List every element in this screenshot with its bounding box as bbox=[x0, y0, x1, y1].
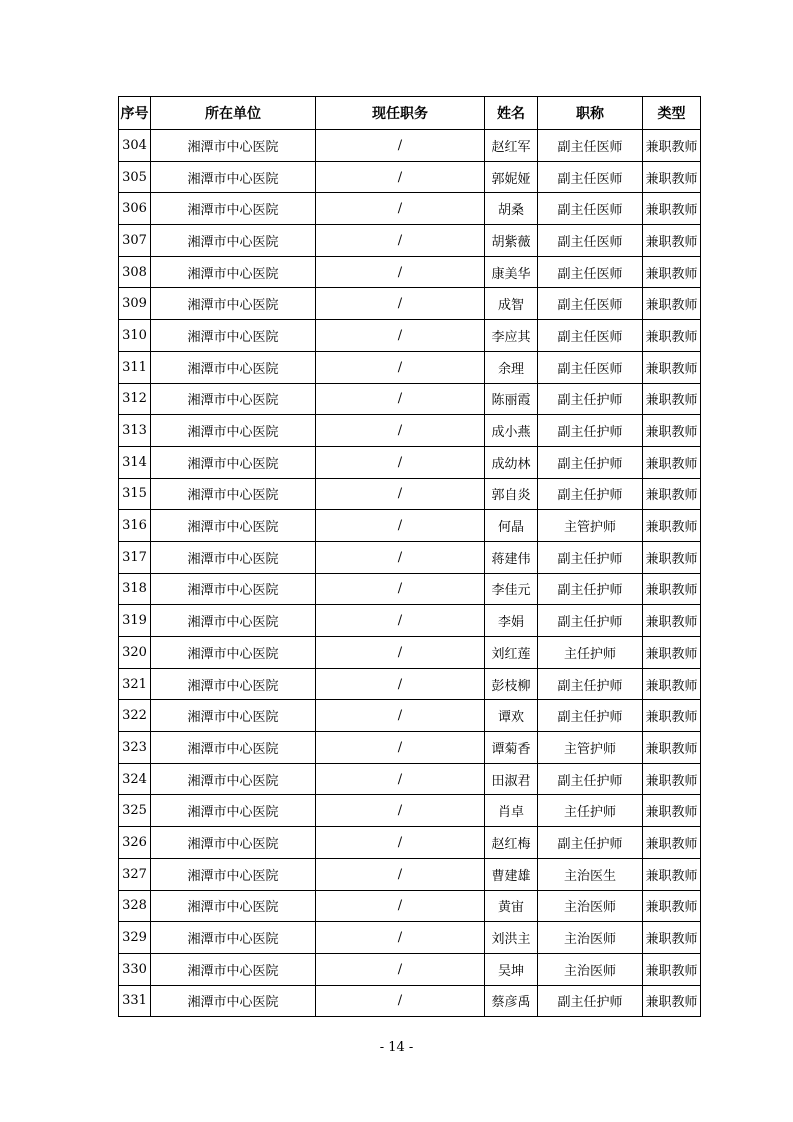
cell-position: / bbox=[316, 256, 485, 288]
table-row bbox=[119, 890, 701, 922]
cell-type: 兼职教师 bbox=[643, 827, 701, 859]
cell-name: 谭欢 bbox=[485, 700, 538, 732]
cell-title: 副主任护师 bbox=[538, 446, 643, 478]
table-row bbox=[119, 573, 701, 605]
cell-unit: 湘潭市中心医院 bbox=[151, 953, 316, 985]
cell-type: 兼职教师 bbox=[643, 732, 701, 764]
cell-unit: 湘潭市中心医院 bbox=[151, 827, 316, 859]
cell-serial: 319 bbox=[119, 605, 151, 637]
cell-name: 成小燕 bbox=[485, 415, 538, 447]
cell-position: / bbox=[316, 478, 485, 510]
cell-type: 兼职教师 bbox=[643, 763, 701, 795]
cell-serial: 310 bbox=[119, 320, 151, 352]
cell-position: / bbox=[316, 827, 485, 859]
cell-position: / bbox=[316, 351, 485, 383]
cell-type: 兼职教师 bbox=[643, 161, 701, 193]
cell-position: / bbox=[316, 668, 485, 700]
cell-serial: 321 bbox=[119, 668, 151, 700]
cell-type: 兼职教师 bbox=[643, 890, 701, 922]
cell-position: / bbox=[316, 732, 485, 764]
cell-title: 副主任护师 bbox=[538, 700, 643, 732]
cell-serial: 312 bbox=[119, 383, 151, 415]
cell-serial: 326 bbox=[119, 827, 151, 859]
cell-position: / bbox=[316, 763, 485, 795]
cell-name: 郭妮娅 bbox=[485, 161, 538, 193]
cell-title: 副主任护师 bbox=[538, 668, 643, 700]
cell-title: 副主任护师 bbox=[538, 605, 643, 637]
table-row bbox=[119, 446, 701, 478]
cell-serial: 323 bbox=[119, 732, 151, 764]
table-row bbox=[119, 415, 701, 447]
cell-name: 成智 bbox=[485, 288, 538, 320]
cell-title: 副主任护师 bbox=[538, 478, 643, 510]
cell-type: 兼职教师 bbox=[643, 415, 701, 447]
cell-position: / bbox=[316, 130, 485, 162]
cell-serial: 311 bbox=[119, 351, 151, 383]
table-row bbox=[119, 351, 701, 383]
table-row bbox=[119, 953, 701, 985]
cell-type: 兼职教师 bbox=[643, 922, 701, 954]
cell-position: / bbox=[316, 383, 485, 415]
cell-position: / bbox=[316, 890, 485, 922]
cell-serial: 327 bbox=[119, 858, 151, 890]
cell-unit: 湘潭市中心医院 bbox=[151, 130, 316, 162]
cell-serial: 314 bbox=[119, 446, 151, 478]
cell-position: / bbox=[316, 446, 485, 478]
table-row bbox=[119, 383, 701, 415]
cell-name: 胡桑 bbox=[485, 193, 538, 225]
cell-position: / bbox=[316, 637, 485, 669]
cell-name: 郭自炎 bbox=[485, 478, 538, 510]
cell-name: 李应其 bbox=[485, 320, 538, 352]
cell-unit: 湘潭市中心医院 bbox=[151, 668, 316, 700]
cell-position: / bbox=[316, 953, 485, 985]
cell-unit: 湘潭市中心医院 bbox=[151, 193, 316, 225]
cell-unit: 湘潭市中心医院 bbox=[151, 573, 316, 605]
table-row bbox=[119, 510, 701, 542]
cell-position: / bbox=[316, 573, 485, 605]
cell-name: 蒋建伟 bbox=[485, 541, 538, 573]
cell-name: 黄宙 bbox=[485, 890, 538, 922]
table-row bbox=[119, 605, 701, 637]
cell-position: / bbox=[316, 193, 485, 225]
cell-name: 田淑君 bbox=[485, 763, 538, 795]
cell-type: 兼职教师 bbox=[643, 130, 701, 162]
cell-position: / bbox=[316, 795, 485, 827]
table-row bbox=[119, 827, 701, 859]
cell-unit: 湘潭市中心医院 bbox=[151, 890, 316, 922]
cell-title: 主管护师 bbox=[538, 510, 643, 542]
cell-serial: 317 bbox=[119, 541, 151, 573]
cell-name: 刘红莲 bbox=[485, 637, 538, 669]
cell-type: 兼职教师 bbox=[643, 288, 701, 320]
cell-unit: 湘潭市中心医院 bbox=[151, 320, 316, 352]
cell-serial: 318 bbox=[119, 573, 151, 605]
cell-unit: 湘潭市中心医院 bbox=[151, 985, 316, 1017]
cell-unit: 湘潭市中心医院 bbox=[151, 732, 316, 764]
cell-title: 副主任医师 bbox=[538, 256, 643, 288]
table-row bbox=[119, 668, 701, 700]
cell-title: 副主任护师 bbox=[538, 383, 643, 415]
cell-name: 刘洪主 bbox=[485, 922, 538, 954]
table-row bbox=[119, 795, 701, 827]
cell-serial: 313 bbox=[119, 415, 151, 447]
table-row bbox=[119, 256, 701, 288]
cell-serial: 305 bbox=[119, 161, 151, 193]
cell-unit: 湘潭市中心医院 bbox=[151, 225, 316, 257]
cell-name: 蔡彦禹 bbox=[485, 985, 538, 1017]
cell-title: 副主任护师 bbox=[538, 763, 643, 795]
cell-type: 兼职教师 bbox=[643, 383, 701, 415]
cell-title: 副主任医师 bbox=[538, 193, 643, 225]
staff-table bbox=[118, 96, 701, 1017]
cell-type: 兼职教师 bbox=[643, 573, 701, 605]
cell-position: / bbox=[316, 605, 485, 637]
cell-title: 主任护师 bbox=[538, 795, 643, 827]
cell-unit: 湘潭市中心医院 bbox=[151, 700, 316, 732]
cell-name: 谭菊香 bbox=[485, 732, 538, 764]
cell-type: 兼职教师 bbox=[643, 256, 701, 288]
cell-title: 主治医师 bbox=[538, 922, 643, 954]
cell-name: 肖卓 bbox=[485, 795, 538, 827]
cell-unit: 湘潭市中心医院 bbox=[151, 288, 316, 320]
cell-type: 兼职教师 bbox=[643, 446, 701, 478]
cell-name: 赵红梅 bbox=[485, 827, 538, 859]
cell-title: 副主任医师 bbox=[538, 161, 643, 193]
cell-unit: 湘潭市中心医院 bbox=[151, 541, 316, 573]
cell-position: / bbox=[316, 415, 485, 447]
cell-name: 曹建雄 bbox=[485, 858, 538, 890]
cell-title: 副主任护师 bbox=[538, 541, 643, 573]
cell-name: 何晶 bbox=[485, 510, 538, 542]
cell-unit: 湘潭市中心医院 bbox=[151, 922, 316, 954]
cell-unit: 湘潭市中心医院 bbox=[151, 415, 316, 447]
cell-unit: 湘潭市中心医院 bbox=[151, 795, 316, 827]
table-row bbox=[119, 985, 701, 1017]
table-body bbox=[119, 130, 701, 1017]
cell-position: / bbox=[316, 700, 485, 732]
cell-serial: 306 bbox=[119, 193, 151, 225]
header-title: 职称 bbox=[538, 97, 643, 130]
cell-title: 副主任医师 bbox=[538, 225, 643, 257]
cell-serial: 329 bbox=[119, 922, 151, 954]
cell-type: 兼职教师 bbox=[643, 510, 701, 542]
table-row bbox=[119, 320, 701, 352]
cell-unit: 湘潭市中心医院 bbox=[151, 446, 316, 478]
cell-position: / bbox=[316, 858, 485, 890]
cell-serial: 316 bbox=[119, 510, 151, 542]
cell-position: / bbox=[316, 225, 485, 257]
table-row bbox=[119, 225, 701, 257]
cell-title: 副主任护师 bbox=[538, 573, 643, 605]
cell-serial: 331 bbox=[119, 985, 151, 1017]
cell-name: 吴坤 bbox=[485, 953, 538, 985]
header-name: 姓名 bbox=[485, 97, 538, 130]
cell-position: / bbox=[316, 288, 485, 320]
cell-serial: 309 bbox=[119, 288, 151, 320]
table-header-row bbox=[119, 97, 701, 130]
table-row bbox=[119, 478, 701, 510]
cell-type: 兼职教师 bbox=[643, 541, 701, 573]
header-position: 现任职务 bbox=[316, 97, 485, 130]
cell-name: 余理 bbox=[485, 351, 538, 383]
cell-type: 兼职教师 bbox=[643, 985, 701, 1017]
cell-unit: 湘潭市中心医院 bbox=[151, 637, 316, 669]
cell-type: 兼职教师 bbox=[643, 668, 701, 700]
cell-type: 兼职教师 bbox=[643, 320, 701, 352]
cell-title: 主管护师 bbox=[538, 732, 643, 764]
header-unit: 所在单位 bbox=[151, 97, 316, 130]
table-row bbox=[119, 700, 701, 732]
cell-serial: 324 bbox=[119, 763, 151, 795]
cell-title: 副主任护师 bbox=[538, 985, 643, 1017]
cell-type: 兼职教师 bbox=[643, 953, 701, 985]
cell-serial: 330 bbox=[119, 953, 151, 985]
cell-type: 兼职教师 bbox=[643, 795, 701, 827]
cell-position: / bbox=[316, 320, 485, 352]
cell-type: 兼职教师 bbox=[643, 225, 701, 257]
cell-type: 兼职教师 bbox=[643, 193, 701, 225]
cell-type: 兼职教师 bbox=[643, 700, 701, 732]
cell-name: 成幼林 bbox=[485, 446, 538, 478]
header-serial: 序号 bbox=[119, 97, 151, 130]
cell-name: 彭枝柳 bbox=[485, 668, 538, 700]
cell-type: 兼职教师 bbox=[643, 605, 701, 637]
cell-position: / bbox=[316, 161, 485, 193]
table-row bbox=[119, 732, 701, 764]
cell-name: 康美华 bbox=[485, 256, 538, 288]
cell-position: / bbox=[316, 510, 485, 542]
cell-title: 主治医生 bbox=[538, 858, 643, 890]
cell-unit: 湘潭市中心医院 bbox=[151, 605, 316, 637]
cell-position: / bbox=[316, 541, 485, 573]
cell-unit: 湘潭市中心医院 bbox=[151, 351, 316, 383]
cell-unit: 湘潭市中心医院 bbox=[151, 383, 316, 415]
cell-serial: 322 bbox=[119, 700, 151, 732]
cell-serial: 307 bbox=[119, 225, 151, 257]
cell-title: 副主任医师 bbox=[538, 130, 643, 162]
cell-unit: 湘潭市中心医院 bbox=[151, 763, 316, 795]
cell-unit: 湘潭市中心医院 bbox=[151, 510, 316, 542]
cell-title: 副主任护师 bbox=[538, 415, 643, 447]
cell-name: 李娟 bbox=[485, 605, 538, 637]
cell-serial: 308 bbox=[119, 256, 151, 288]
cell-unit: 湘潭市中心医院 bbox=[151, 161, 316, 193]
cell-serial: 320 bbox=[119, 637, 151, 669]
cell-serial: 328 bbox=[119, 890, 151, 922]
header-type: 类型 bbox=[643, 97, 701, 130]
cell-serial: 325 bbox=[119, 795, 151, 827]
cell-title: 副主任医师 bbox=[538, 351, 643, 383]
cell-position: / bbox=[316, 922, 485, 954]
cell-name: 胡紫薇 bbox=[485, 225, 538, 257]
table-row bbox=[119, 193, 701, 225]
table-row bbox=[119, 541, 701, 573]
cell-name: 李佳元 bbox=[485, 573, 538, 605]
cell-name: 赵红军 bbox=[485, 130, 538, 162]
cell-title: 主治医师 bbox=[538, 953, 643, 985]
cell-title: 副主任护师 bbox=[538, 827, 643, 859]
table-row bbox=[119, 922, 701, 954]
cell-type: 兼职教师 bbox=[643, 478, 701, 510]
table-row bbox=[119, 763, 701, 795]
cell-type: 兼职教师 bbox=[643, 858, 701, 890]
page-number: - 14 - bbox=[379, 1040, 414, 1055]
cell-title: 副主任医师 bbox=[538, 320, 643, 352]
table-row bbox=[119, 288, 701, 320]
cell-name: 陈丽霞 bbox=[485, 383, 538, 415]
cell-title: 主任护师 bbox=[538, 637, 643, 669]
table-row bbox=[119, 130, 701, 162]
cell-title: 副主任医师 bbox=[538, 288, 643, 320]
cell-title: 主治医师 bbox=[538, 890, 643, 922]
table-row bbox=[119, 858, 701, 890]
cell-serial: 315 bbox=[119, 478, 151, 510]
cell-serial: 304 bbox=[119, 130, 151, 162]
cell-unit: 湘潭市中心医院 bbox=[151, 478, 316, 510]
cell-position: / bbox=[316, 985, 485, 1017]
cell-type: 兼职教师 bbox=[643, 637, 701, 669]
table-row bbox=[119, 637, 701, 669]
table-row bbox=[119, 161, 701, 193]
cell-unit: 湘潭市中心医院 bbox=[151, 256, 316, 288]
cell-type: 兼职教师 bbox=[643, 351, 701, 383]
cell-unit: 湘潭市中心医院 bbox=[151, 858, 316, 890]
